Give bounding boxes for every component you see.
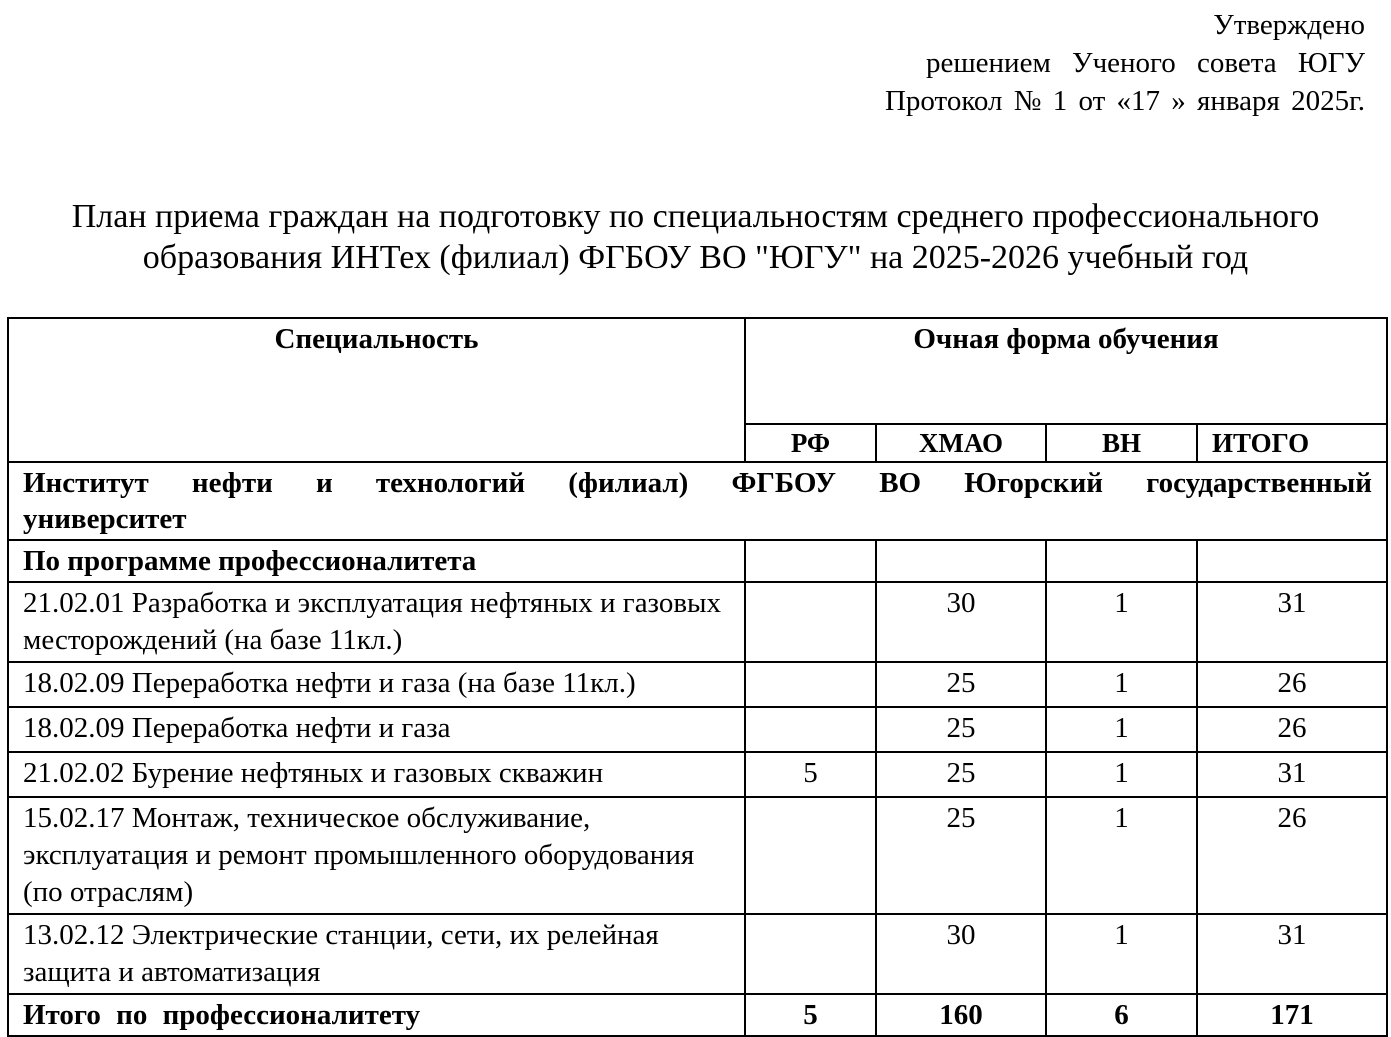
totals-hmao: 160 bbox=[876, 994, 1046, 1036]
header-specialty: Специальность bbox=[8, 318, 745, 462]
row-rf bbox=[745, 662, 876, 707]
row-rf bbox=[745, 797, 876, 914]
row-hmao: 25 bbox=[876, 662, 1046, 707]
row-total: 26 bbox=[1197, 662, 1387, 707]
table-row bbox=[8, 914, 1387, 994]
row-specialty: 21.02.01 Разработка и эксплуатация нефтяных и газовых месторождений (на базе 11кл.) bbox=[8, 582, 745, 662]
institute-word: технологий bbox=[375, 467, 526, 499]
row-rf bbox=[745, 582, 876, 662]
approval-line-2: решением Ученого совета ЮГУ bbox=[925, 47, 1365, 79]
row-total: 26 bbox=[1197, 707, 1387, 752]
totals-row bbox=[8, 994, 1387, 1036]
row-total: 31 bbox=[1197, 582, 1387, 662]
institute-word: и bbox=[315, 467, 333, 499]
row-rf bbox=[745, 707, 876, 752]
row-specialty: 21.02.02 Бурение нефтяных и газовых скважин bbox=[8, 752, 745, 797]
totals-label: Итого по профессионалитету bbox=[8, 994, 745, 1036]
table-row bbox=[8, 797, 1387, 914]
section-cell-empty bbox=[876, 540, 1046, 582]
row-total: 26 bbox=[1197, 797, 1387, 914]
title-line-1: План приема граждан на подготовку по специальностям среднего профессионального bbox=[71, 198, 1320, 235]
table-row bbox=[8, 752, 1387, 797]
institute-row bbox=[8, 462, 1387, 540]
row-vn: 1 bbox=[1046, 707, 1197, 752]
institute-word: Югорский bbox=[964, 467, 1103, 499]
table-row bbox=[8, 582, 1387, 662]
section-row bbox=[8, 540, 1387, 582]
totals-rf: 5 bbox=[745, 994, 876, 1036]
row-hmao: 25 bbox=[876, 752, 1046, 797]
row-total: 31 bbox=[1197, 752, 1387, 797]
institute-word: ФГБОУ bbox=[731, 467, 837, 499]
table-row bbox=[8, 662, 1387, 707]
row-rf: 5 bbox=[745, 752, 876, 797]
institute-word: ВО bbox=[879, 467, 922, 499]
row-vn: 1 bbox=[1046, 582, 1197, 662]
institute-word: государственный bbox=[1146, 467, 1372, 499]
section-cell-empty bbox=[1046, 540, 1197, 582]
document-title bbox=[0, 196, 1391, 278]
row-hmao: 30 bbox=[876, 582, 1046, 662]
table-header-row bbox=[8, 318, 1387, 424]
row-specialty: 13.02.12 Электрические станции, сети, их релейная защита и автоматизация bbox=[8, 914, 745, 994]
totals-total: 171 bbox=[1197, 994, 1387, 1036]
institute-name-line-1 bbox=[23, 465, 1372, 501]
header-col-rf: РФ bbox=[745, 424, 876, 462]
totals-vn: 6 bbox=[1046, 994, 1197, 1036]
row-vn: 1 bbox=[1046, 797, 1197, 914]
row-vn: 1 bbox=[1046, 914, 1197, 994]
institute-name bbox=[8, 462, 1387, 540]
institute-word: нефти bbox=[191, 467, 273, 499]
row-vn: 1 bbox=[1046, 752, 1197, 797]
approval-stamp bbox=[745, 6, 1365, 120]
institute-word: Институт bbox=[23, 467, 149, 499]
row-specialty: 18.02.09 Переработка нефти и газа (на базе 11кл.) bbox=[8, 662, 745, 707]
approval-line-1: Утверждено bbox=[1213, 9, 1365, 41]
row-vn: 1 bbox=[1046, 662, 1197, 707]
row-specialty: 15.02.17 Монтаж, техническое обслуживание, эксплуатация и ремонт промышленного оборудования (по отраслям) bbox=[8, 797, 745, 914]
approval-line-3: Протокол № 1 от «17 » января 2025г. bbox=[884, 85, 1365, 117]
row-hmao: 25 bbox=[876, 797, 1046, 914]
institute-name-line-2: университет bbox=[23, 503, 187, 535]
section-cell-empty bbox=[745, 540, 876, 582]
institute-word: (филиал) bbox=[568, 467, 689, 499]
row-hmao: 30 bbox=[876, 914, 1046, 994]
row-specialty: 18.02.09 Переработка нефти и газа bbox=[8, 707, 745, 752]
table-row bbox=[8, 707, 1387, 752]
section-cell-empty bbox=[1197, 540, 1387, 582]
row-total: 31 bbox=[1197, 914, 1387, 994]
header-col-hmao: ХМАО bbox=[876, 424, 1046, 462]
title-line-2: образования ИНТех (филиал) ФГБОУ ВО "ЮГУ" на 2025-2026 учебный год bbox=[142, 239, 1249, 276]
header-study-form: Очная форма обучения bbox=[745, 318, 1387, 424]
header-col-total: ИТОГО bbox=[1197, 424, 1387, 462]
row-rf bbox=[745, 914, 876, 994]
header-col-vn: ВН bbox=[1046, 424, 1197, 462]
section-label: По программе профессионалитета bbox=[8, 540, 745, 582]
admission-plan-table bbox=[7, 317, 1388, 1037]
row-hmao: 25 bbox=[876, 707, 1046, 752]
